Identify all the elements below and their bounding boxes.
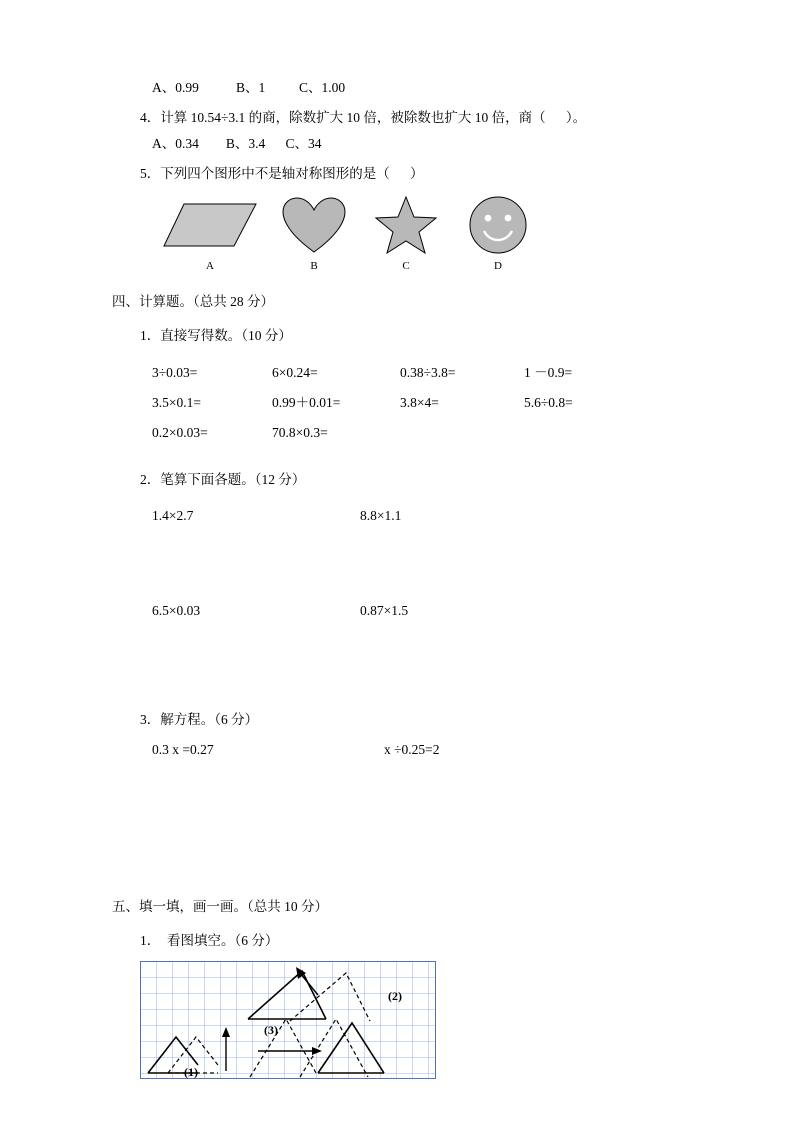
equation-row <box>112 742 682 762</box>
shape-label-a: A <box>206 260 214 272</box>
shape-option-c <box>356 192 456 272</box>
pen-problem: 0.87×1.5 <box>360 603 409 618</box>
grid-figure-svg <box>140 961 436 1079</box>
oral-cell: 6×0.24= <box>272 365 318 380</box>
section4-sub1: 1．直接写得数。（10 分） <box>140 328 292 343</box>
oral-cell: 0.99＋0.01= <box>272 395 341 410</box>
smiley-face-icon <box>448 192 548 258</box>
shape-label-b: B <box>310 260 318 272</box>
oral-row-2 <box>112 388 682 418</box>
oral-cell: 1 －0.9= <box>524 365 573 380</box>
oral-cell: 70.8×0.3= <box>272 425 328 440</box>
shape-option-b <box>264 192 364 272</box>
section4-sub2: 2．笔算下面各题。（12 分） <box>140 472 306 487</box>
q3-options: A、0.99 B、1 C、1.00 <box>152 80 346 95</box>
equation: x ÷0.25=2 <box>384 742 440 757</box>
section4-sub3: 3．解方程。（6 分） <box>140 712 259 727</box>
shape-label-c: C <box>402 260 410 272</box>
pen-problem: 6.5×0.03 <box>152 603 201 618</box>
equation: 0.3 x =0.27 <box>152 742 214 757</box>
shape-option-d <box>448 192 548 272</box>
pen-problem: 1.4×2.7 <box>152 508 194 523</box>
section5-heading: 五、填一填，画一画。（总共 10 分） <box>112 899 328 914</box>
star-icon <box>356 192 456 258</box>
oral-cell: 0.2×0.03= <box>152 425 208 440</box>
shape-option-a <box>160 192 260 272</box>
q4-options: A、0.34 B、3.4 C、34 <box>152 136 322 151</box>
figure-label-2: (2) <box>388 989 402 1003</box>
parallelogram-icon <box>160 192 260 258</box>
translation-grid-figure <box>140 961 436 1079</box>
section5-sub1: 1． 看图填空。（6 分） <box>140 933 279 948</box>
q5-text: 5．下列四个图形中不是轴对称图形的是（ ） <box>140 166 424 181</box>
shape-label-d: D <box>494 260 502 272</box>
oral-row-1 <box>112 358 682 388</box>
q4-text: 4．计算 10.54÷3.1 的商，除数扩大 10 倍，被除数也扩大 10 倍，商（ ）。 <box>140 110 587 125</box>
pen-problem: 8.8×1.1 <box>360 508 402 523</box>
oral-cell: 0.38÷3.8= <box>400 365 456 380</box>
oral-cell: 3.5×0.1= <box>152 395 201 410</box>
shape-options-row <box>112 192 682 278</box>
oral-cell: 3.8×4= <box>400 395 439 410</box>
figure-label-1: (1) <box>184 1065 198 1079</box>
pen-row-2 <box>112 603 682 623</box>
pen-row-1 <box>112 508 682 528</box>
figure-label-3: (3) <box>264 1023 278 1037</box>
page-content <box>112 78 682 1079</box>
oral-cell: 5.6÷0.8= <box>524 395 573 410</box>
oral-cell: 3÷0.03= <box>152 365 198 380</box>
section4-heading: 四、计算题。（总共 28 分） <box>112 294 274 309</box>
oral-row-3 <box>112 418 682 448</box>
heart-icon <box>264 192 364 258</box>
